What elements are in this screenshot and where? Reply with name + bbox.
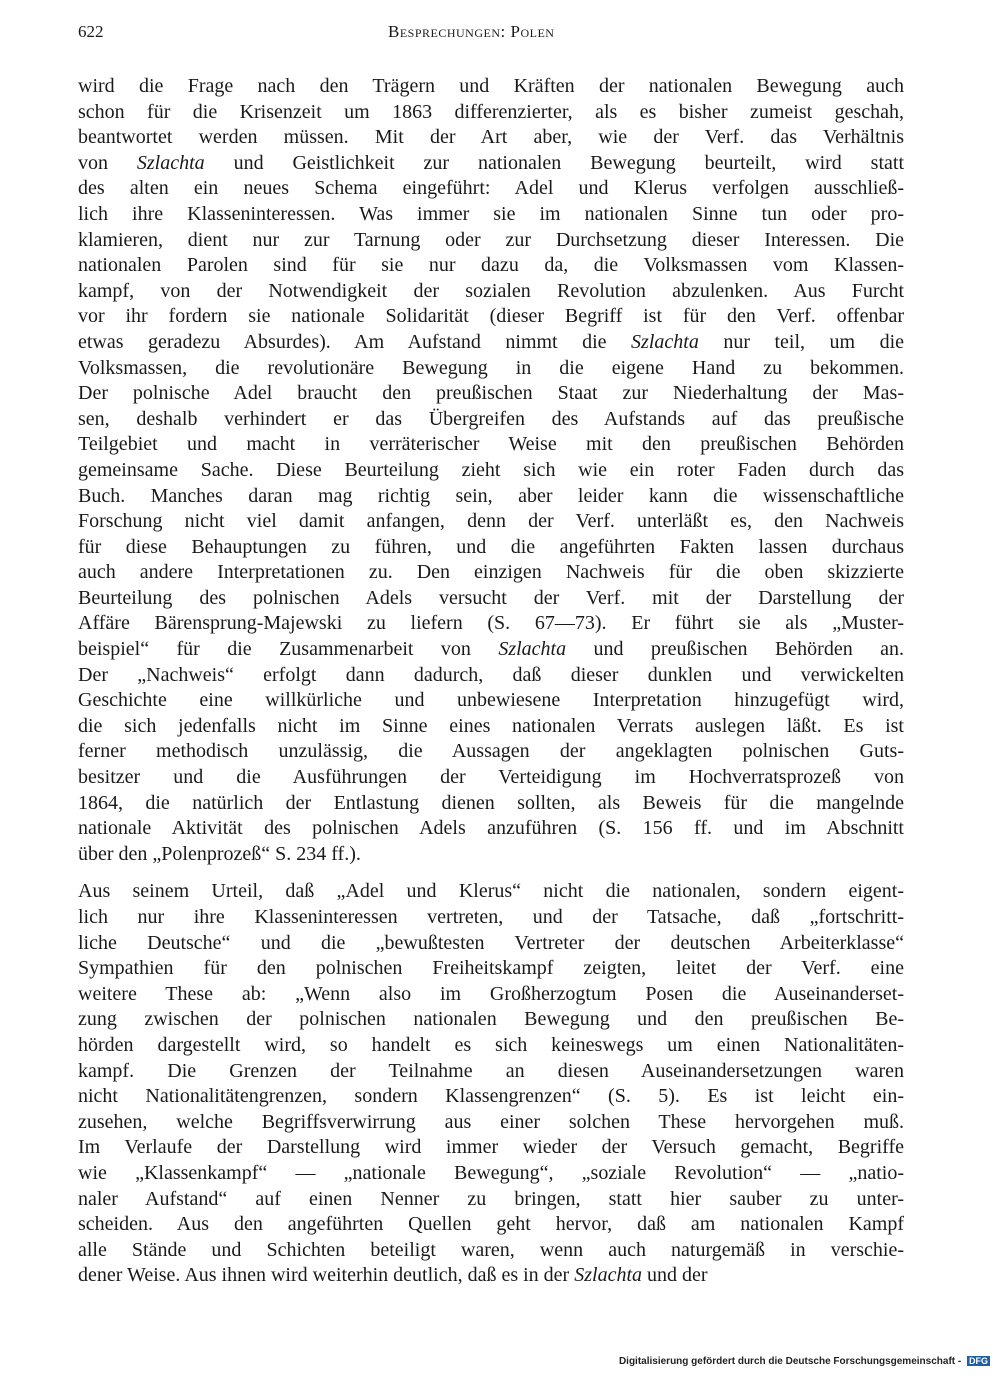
italic-term: Szlachta xyxy=(136,151,205,174)
text-line: lich ihre Klasseninteressen. Was immer sie im nationalen Sinne tun oder pro- xyxy=(78,202,904,225)
text-line: nationalen Parolen sind für sie nur dazu da, die Volksmassen vom Klassen- xyxy=(78,254,904,277)
text-line: lich nur ihre Klasseninteressen vertreten, und der Tatsache, daß „fortschritt- xyxy=(78,906,904,928)
text-line: Beurteilung des polnischen Adels versucht der Verf. mit der Darstellung der xyxy=(78,586,904,609)
running-head: Besprechungen: Polen xyxy=(388,22,555,41)
italic-term: Szlachta xyxy=(631,330,699,353)
text-line: beantwortet werden müssen. Mit der Art aber, wie der Verf. das Verhältnis xyxy=(78,126,904,149)
text-line: kampf, von der Notwendigkeit der sozialen Revolution abzulenken. Aus Furcht xyxy=(78,279,904,302)
text-line: für diese Behauptungen zu führen, und die angeführten Fakten lassen durchaus xyxy=(78,535,904,558)
text-line: nicht Nationalitätengrenzen, sondern Klassengrenzen“ (S. 5). Es ist leicht ein- xyxy=(78,1085,904,1108)
text-line: klamieren, dient nur zur Tarnung oder zur Durchsetzung dieser Interessen. Die xyxy=(78,228,904,251)
text-line: über den „Polenprozeß“ S. 234 ff.). xyxy=(78,842,361,865)
text-line: etwas geradezu Absurdes). Am Aufstand nimmt die Szlachta nur teil, um die xyxy=(78,330,904,353)
text-line: Aus seinem Urteil, daß „Adel und Klerus“ nicht die nationalen, sondern eigent- xyxy=(78,880,904,903)
text-line: kampf. Die Grenzen der Teilnahme an diesen Auseinandersetzungen waren xyxy=(78,1059,904,1082)
footer-text: Digitalisierung gefördert durch die Deutsche Forschungsgemeinschaft - xyxy=(618,1356,962,1367)
text-line: sen, deshalb verhindert er das Übergreifen des Aufstands auf das preußische xyxy=(78,407,904,430)
text-line: Teilgebiet und macht in verräterischer Weise mit den preußischen Behörden xyxy=(78,433,904,456)
text-line: Geschichte eine willkürliche und unbewiesene Interpretation hinzugefügt wird, xyxy=(78,689,904,712)
text-line: hörden dargestellt wird, so handelt es sich keineswegs um einen Nationalitäten- xyxy=(78,1033,904,1056)
paragraph-gap xyxy=(78,867,904,879)
text-line: zung zwischen der polnischen nationalen Bewegung und den preußischen Be- xyxy=(78,1008,904,1031)
text-line: dener Weise. Aus ihnen wird weiterhin deutlich, daß es in der Szlachta und der xyxy=(78,1264,708,1287)
text-line: schon für die Krisenzeit um 1863 differenzierter, als es bisher zumeist geschah, xyxy=(78,100,904,123)
text-line: beispiel“ für die Zusammenarbeit von Szlachta und preußischen Behörden an. xyxy=(78,638,904,661)
text-line: Der polnische Adel braucht den preußischen Staat zur Niederhaltung der Mas- xyxy=(78,382,904,405)
text-line: naler Aufstand“ auf einen Nenner zu bringen, statt hier sauber zu unter- xyxy=(78,1187,904,1210)
text-line: Volksmassen, die revolutionäre Bewegung in die eigene Hand zu bekommen. xyxy=(78,356,904,379)
text-line: vor ihr fordern sie nationale Solidarität (dieser Begriff ist für den Verf. offenbar xyxy=(78,305,904,328)
text-line: wie „Klassenkampf“ — „nationale Bewegung“, „soziale Revolution“ — „natio- xyxy=(78,1161,904,1184)
page-header xyxy=(78,22,904,50)
text-line: alle Stände und Schichten beteiligt waren, wenn auch naturgemäß in verschie- xyxy=(78,1238,904,1261)
page-number: 622 xyxy=(78,22,104,41)
text-line: 1864, die natürlich der Entlastung dienen sollten, als Beweis für die mangelnde xyxy=(78,791,904,814)
digitization-footer xyxy=(619,1356,990,1367)
dfg-logo: DFG xyxy=(969,1356,988,1366)
text-line: nationale Aktivität des polnischen Adels anzuführen (S. 156 ff. und im Abschnitt xyxy=(78,817,904,840)
text-line: Affäre Bärensprung-Majewski zu liefern (S. 67—73). Er führt sie als „Muster- xyxy=(78,612,904,635)
text-line: Sympathien für den polnischen Freiheitskampf zeigten, leitet der Verf. eine xyxy=(78,957,904,980)
text-line: gemeinsame Sache. Diese Beurteilung zieht sich wie ein roter Faden durch das xyxy=(78,458,904,481)
text-line: Der „Nachweis“ erfolgt dann dadurch, daß dieser dunklen und verwickelten xyxy=(78,663,904,686)
text-line: die sich jedenfalls nicht im Sinne eines nationalen Verrats auslegen läßt. Es ist xyxy=(78,714,904,737)
text-line: Forschung nicht viel damit anfangen, denn der Verf. unterläßt es, den Nachweis xyxy=(78,510,904,533)
text-line: zusehen, welche Begriffsverwirrung aus einer solchen These hervorgehen muß. xyxy=(78,1110,904,1133)
text-line: des alten ein neues Schema eingeführt: Adel und Klerus verfolgen ausschließ- xyxy=(78,177,904,200)
text-line: Buch. Manches daran mag richtig sein, aber leider kann die wissenschaftliche xyxy=(78,484,904,507)
text-line: auch andere Interpretationen zu. Den einzigen Nachweis für die oben skizzierte xyxy=(78,561,904,584)
text-line: Im Verlaufe der Darstellung wird immer wieder der Versuch gemacht, Begriffe xyxy=(78,1136,904,1159)
text-line: ferner methodisch unzulässig, die Aussagen der angeklagten polnischen Guts- xyxy=(78,740,904,763)
text-line: weitere These ab: „Wenn also im Großherzogtum Posen die Auseinanderset- xyxy=(78,982,904,1005)
paragraph-2 xyxy=(78,879,904,1289)
text-line: liche Deutsche“ und die „bewußtesten Vertreter der deutschen Arbeiterklasse“ xyxy=(78,931,904,954)
text-line: wird die Frage nach den Trägern und Kräften der nationalen Bewegung auch xyxy=(78,75,904,97)
text-line: besitzer und die Ausführungen der Verteidigung im Hochverratsprozeß von xyxy=(78,766,904,789)
text-line: von Szlachta und Geistlichkeit zur nationalen Bewegung beurteilt, wird statt xyxy=(78,151,904,174)
italic-term: Szlachta xyxy=(574,1264,643,1287)
text-line: scheiden. Aus den angeführten Quellen geht hervor, daß am nationalen Kampf xyxy=(78,1213,904,1236)
paragraph-1 xyxy=(78,74,904,867)
italic-term: Szlachta xyxy=(498,638,567,661)
body-text xyxy=(78,74,904,1289)
